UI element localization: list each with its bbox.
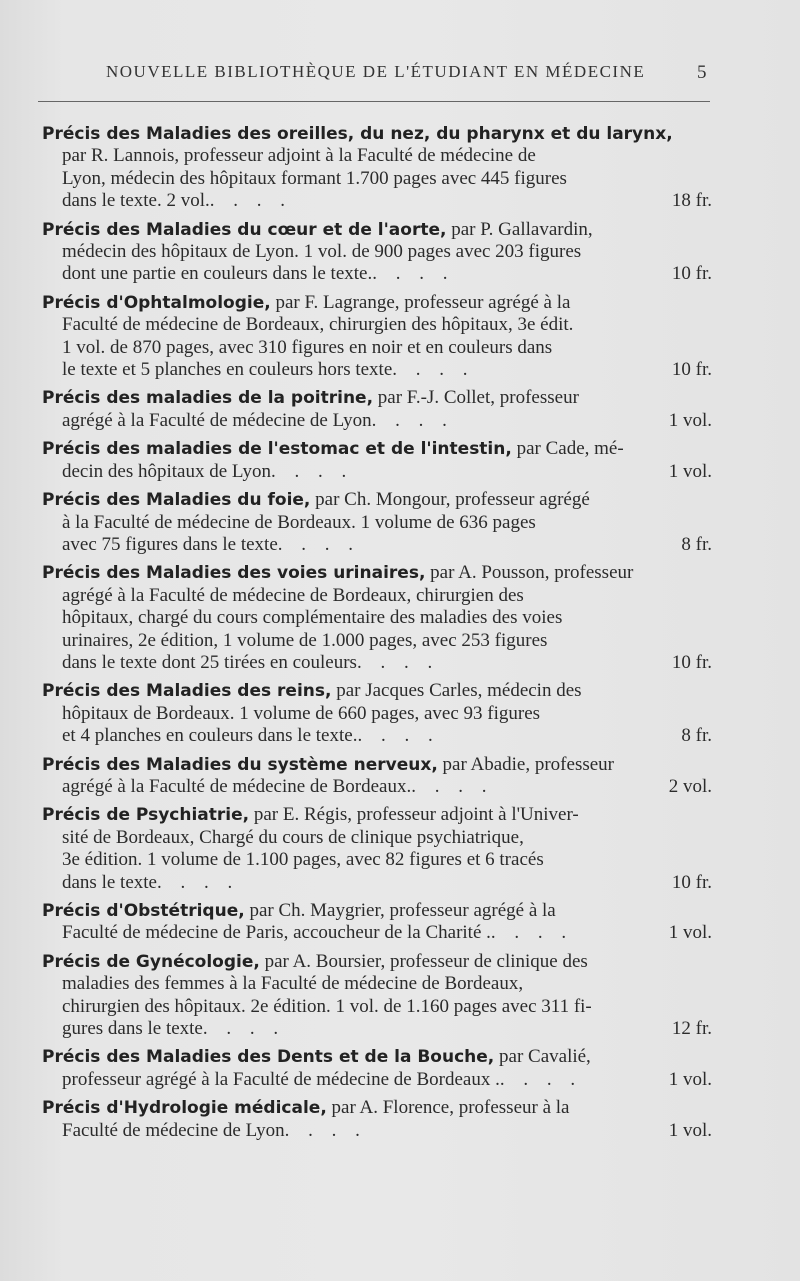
catalogue-entry [42,900,712,945]
entry-first-line [42,900,712,922]
entry-author: par E. Régis, professeur adjoint à l'Univer- [249,804,579,826]
entry-first-line [42,1097,712,1119]
dot-leader: . . . . [499,1068,583,1090]
entry-line [42,827,712,849]
entry-line [42,849,712,871]
entry-line-text: dans le texte dont 25 tirées en couleurs [62,651,357,673]
entry-line-text: professeur agrégé à la Faculté de médecine de Bordeaux . [62,1068,500,1090]
entry-line-text: et 4 planches en couleurs dans le texte. [62,725,358,747]
entry-price: 1 vol. [668,922,712,944]
entry-first-line [42,123,712,145]
catalogue-entry [42,123,712,213]
entry-author: par A. Pousson, professeur [425,562,634,584]
entry-price: 8 fr. [681,725,712,747]
entry-line [42,359,712,381]
entry-title: Précis de Gynécologie, [42,951,260,972]
entry-author: par Cade, mé- [511,438,624,460]
entry-line [42,410,712,432]
entry-line [42,512,712,534]
entry-title: Précis des Maladies du cœur et de l'aorte, [42,219,447,240]
entry-line [42,725,712,747]
catalogue-entry [42,387,712,432]
entry-author: par Jacques Carles, médecin des [331,680,582,702]
catalogue-entry [42,562,712,674]
entry-author: par Cavalié, [494,1046,591,1068]
entry-price: 12 fr. [671,1018,712,1040]
entry-line-text: médecin des hôpitaux de Lyon. 1 vol. de 900 pages avec 203 figures [62,241,582,263]
entry-line [42,703,712,725]
entry-line-text: sité de Bordeaux, Chargé du cours de clinique psychiatrique, [62,826,524,848]
entry-line-text: maladies des femmes à la Faculté de médecine de Bordeaux, [62,973,524,995]
entry-price: 10 fr. [671,651,712,673]
dot-leader: . . . . [357,725,440,747]
dot-leader: . . . . [284,1119,367,1141]
dot-leader: . . . . [270,460,354,482]
entry-first-line [42,489,712,511]
entry-price: 1 vol. [668,460,712,482]
entry-line [42,1018,712,1040]
catalogue-entry [42,951,712,1041]
entry-line-text: chirurgien des hôpitaux. 2e édition. 1 vol. de 1.160 pages avec 311 fi- [62,995,592,1017]
entry-price: 1 vol. [668,1119,712,1141]
entry-line [42,922,712,944]
dot-leader: . . . . [371,409,454,431]
entry-line-text: dans le texte. 2 vol. [62,190,210,212]
entry-first-line [42,292,712,314]
entry-title: Précis des Maladies des reins, [42,681,332,702]
entry-line [42,607,712,629]
dot-leader: . . . . [356,651,440,673]
entry-line [42,776,712,798]
entry-line-text: hôpitaux de Bordeaux. 1 volume de 660 pages, avec 93 figures [62,702,541,724]
entry-first-line [42,562,712,584]
entry-line-text: agrégé à la Faculté de médecine de Bordeaux, chirurgien des [62,584,524,606]
entry-line-text: avec 75 figures dans le texte [62,533,278,555]
entry-title: Précis des Maladies du système nerveux, [42,754,438,775]
entry-author: par F. Lagrange, professeur agrégé à la [270,291,571,313]
catalogue-list [42,123,712,1148]
catalogue-entry [42,804,712,894]
entry-title: Précis des Maladies des Dents et de la Bouche, [42,1047,495,1068]
entry-author: par P. Gallavardin, [446,218,593,240]
catalogue-entry [42,754,712,799]
entry-price: 1 vol. [668,409,712,431]
catalogue-entry [42,1046,712,1091]
entry-line-text: par R. Lannois, professeur adjoint à la Faculté de médecine de [62,145,536,167]
entry-first-line [42,951,712,973]
entry-line [42,534,712,556]
entry-price: 1 vol. [668,1068,712,1090]
entry-line [42,241,712,263]
entry-line [42,1120,712,1142]
entry-line-text: hôpitaux, chargé du cours complémentaire des maladies des voies [62,607,563,629]
entry-author: par F.-J. Collet, professeur [373,387,579,409]
page-number: 5 [697,62,708,83]
entry-line-text: dans le texte [62,871,157,893]
entry-title: Précis d'Hydrologie médicale, [42,1098,327,1119]
entry-line [42,630,712,652]
entry-price: 10 fr. [671,359,712,381]
entry-title: Précis des Maladies du foie, [42,490,311,511]
entry-line-text: gures dans le texte [62,1018,203,1040]
dot-leader: . . . . [490,922,574,944]
dot-leader: . . . . [372,263,455,285]
entry-line [42,314,712,336]
entry-line-text: à la Faculté de médecine de Bordeaux. 1 volume de 636 pages [62,511,536,533]
entry-title: Précis des Maladies des oreilles, du nez, du pharynx et du larynx, [42,124,673,144]
entry-price: 10 fr. [671,263,712,285]
entry-line-text: Faculté de médecine de Paris, accoucheur de la Charité . [62,922,491,944]
entry-line-text: urinaires, 2e édition, 1 volume de 1.000 pages, avec 253 figures [62,629,548,651]
entry-price: 10 fr. [671,871,712,893]
entry-line [42,263,712,285]
catalogue-entry [42,680,712,747]
dot-leader: . . . . [202,1018,286,1040]
entry-first-line [42,219,712,241]
entry-title: Précis des maladies de l'estomac et de l'intestin, [42,439,512,460]
entry-line [42,872,712,894]
entry-line [42,652,712,674]
dot-leader: . . . . [277,533,361,555]
entry-line-text: Faculté de médecine de Lyon [62,1119,285,1141]
header-rule [38,101,710,102]
entry-price: 18 fr. [671,190,712,212]
entry-line-text: decin des hôpitaux de Lyon [62,460,271,482]
entry-line [42,461,712,483]
entry-first-line [42,387,712,409]
running-title: NOUVELLE BIBLIOTHÈQUE DE L'ÉTUDIANT EN MÉDECINE [106,62,646,81]
entry-price: 2 vol. [668,775,712,797]
entry-author: par A. Boursier, professeur de clinique des [259,950,588,972]
entry-line [42,190,712,212]
entry-first-line [42,438,712,460]
entry-title: Précis de Psychiatrie, [42,805,250,826]
entry-line-text: le texte et 5 planches en couleurs hors texte [62,359,393,381]
entry-author: par Abadie, professeur [437,753,614,775]
entry-line-text: Lyon, médecin des hôpitaux formant 1.700 pages avec 445 figures [62,167,567,189]
entry-line [42,973,712,995]
catalogue-entry [42,219,712,286]
entry-line-text: dont une partie en couleurs dans le texte. [62,263,373,285]
entry-line-text: 1 vol. de 870 pages, avec 310 figures en noir et en couleurs dans [62,336,553,358]
dot-leader: . . . . [411,775,494,797]
catalogue-entry [42,438,712,483]
catalogue-entry [42,1097,712,1142]
running-header [100,62,710,92]
dot-leader: . . . . [392,359,475,381]
entry-first-line [42,680,712,702]
entry-author: par Ch. Maygrier, professeur agrégé à la [244,900,556,921]
entry-first-line [42,804,712,826]
entry-line [42,145,712,167]
entry-author: par A. Florence, professeur à la [326,1097,570,1119]
entry-line-text: 3e édition. 1 volume de 1.100 pages, avec 82 figures et 6 tracés [62,849,544,871]
entry-title: Précis des Maladies des voies urinaires, [42,563,426,584]
catalogue-entry [42,489,712,556]
entry-line [42,1069,712,1091]
entry-line-text: agrégé à la Faculté de médecine de Bordeaux. [62,775,412,797]
entry-title: Précis d'Ophtalmologie, [42,292,271,313]
entry-line-text: agrégé à la Faculté de médecine de Lyon [62,409,372,431]
catalogue-entry [42,292,712,382]
entry-line [42,168,712,190]
entry-line [42,337,712,359]
entry-author: par Ch. Mongour, professeur agrégé [310,489,590,511]
entry-price: 8 fr. [681,533,712,555]
entry-line [42,996,712,1018]
entry-line-text: Faculté de médecine de Bordeaux, chirurgien des hôpitaux, 3e édit. [62,314,574,336]
entry-line [42,585,712,607]
entry-first-line [42,754,712,776]
entry-first-line [42,1046,712,1068]
dot-leader: . . . . [156,871,240,893]
entry-title: Précis d'Obstétrique, [42,901,245,921]
entry-title: Précis des maladies de la poitrine, [42,388,374,409]
dot-leader: . . . . [209,190,292,212]
